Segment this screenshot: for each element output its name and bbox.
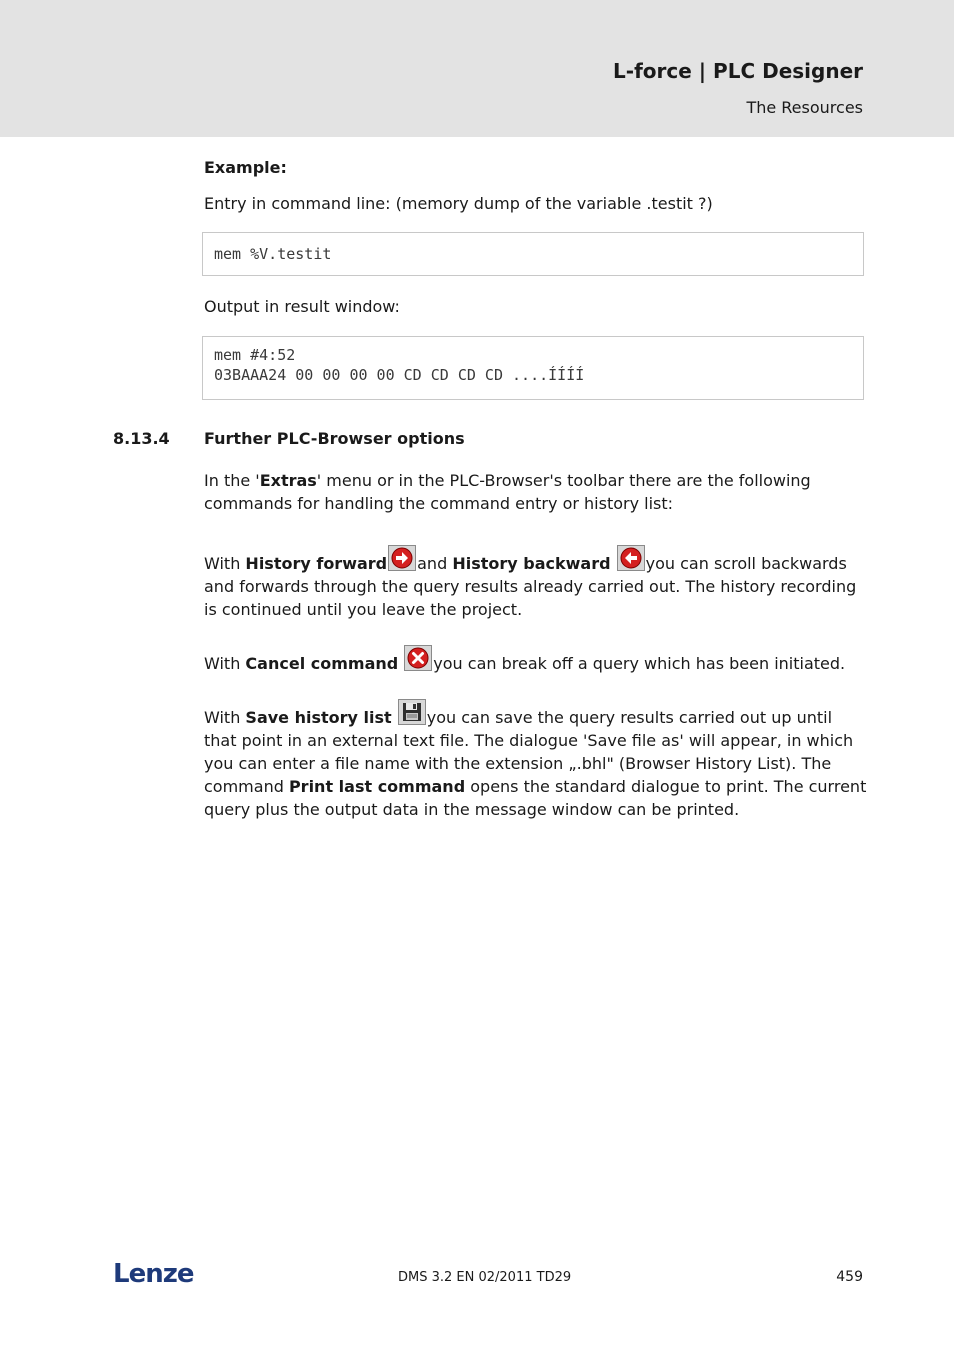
- example-heading: Example:: [204, 158, 287, 177]
- extras-menu-ref: Extras: [259, 471, 317, 490]
- lenze-logo: Lenze: [113, 1259, 194, 1289]
- floppy-disk-icon: [398, 699, 426, 725]
- save-history-ref: Save history list: [245, 708, 392, 727]
- example-intro: Entry in command line: (memory dump of the variable .testit ?): [204, 194, 713, 213]
- paragraph-history: With History forward and History backward you can scroll backwards and forwards through the query results already carried out. The history recording is continued until you leave the project.: [204, 545, 869, 621]
- command-code: mem %V.testit: [214, 245, 332, 263]
- cancel-x-icon: [404, 645, 432, 671]
- history-forward-ref: History forward: [245, 554, 388, 573]
- footer-doc-id: DMS 3.2 EN 02/2011 TD29: [398, 1270, 572, 1285]
- command-code-box: [202, 232, 864, 276]
- paragraph-save: With Save history list you can save the query results carried out up until that point in an external text file. The dialogue 'Save file as' will appear, in which you can enter a file name with the extension „.bhl" (Browser History List). The command Print last command opens the standard dialogue to print. The current query plus the output data in the message window can be printed.: [204, 699, 869, 821]
- section-number: 8.13.4: [113, 429, 170, 448]
- section-title: Further PLC-Browser options: [204, 429, 465, 448]
- output-line-2: 03BAAA24 00 00 00 00 CD CD CD CD ....ÍÍÍÍ: [214, 366, 585, 384]
- paragraph-cancel: With Cancel command you can break off a query which has been initiated.: [204, 645, 869, 675]
- cancel-command-ref: Cancel command: [245, 654, 399, 673]
- arrow-right-icon: [388, 545, 416, 571]
- page-number: 459: [836, 1269, 863, 1285]
- header-subtitle: The Resources: [746, 98, 863, 117]
- output-label: Output in result window:: [204, 297, 400, 316]
- paragraph-extras: In the 'Extras' menu or in the PLC-Browser's toolbar there are the following commands for handling the command entry or history list:: [204, 471, 811, 513]
- history-backward-ref: History backward: [452, 554, 611, 573]
- print-last-command-ref: Print last command: [288, 777, 466, 796]
- header-title: L-force | PLC Designer: [613, 59, 863, 83]
- output-line-1: mem #4:52: [214, 346, 296, 364]
- output-code-box: [202, 336, 864, 400]
- page-header: [0, 0, 954, 137]
- arrow-left-icon: [617, 545, 645, 571]
